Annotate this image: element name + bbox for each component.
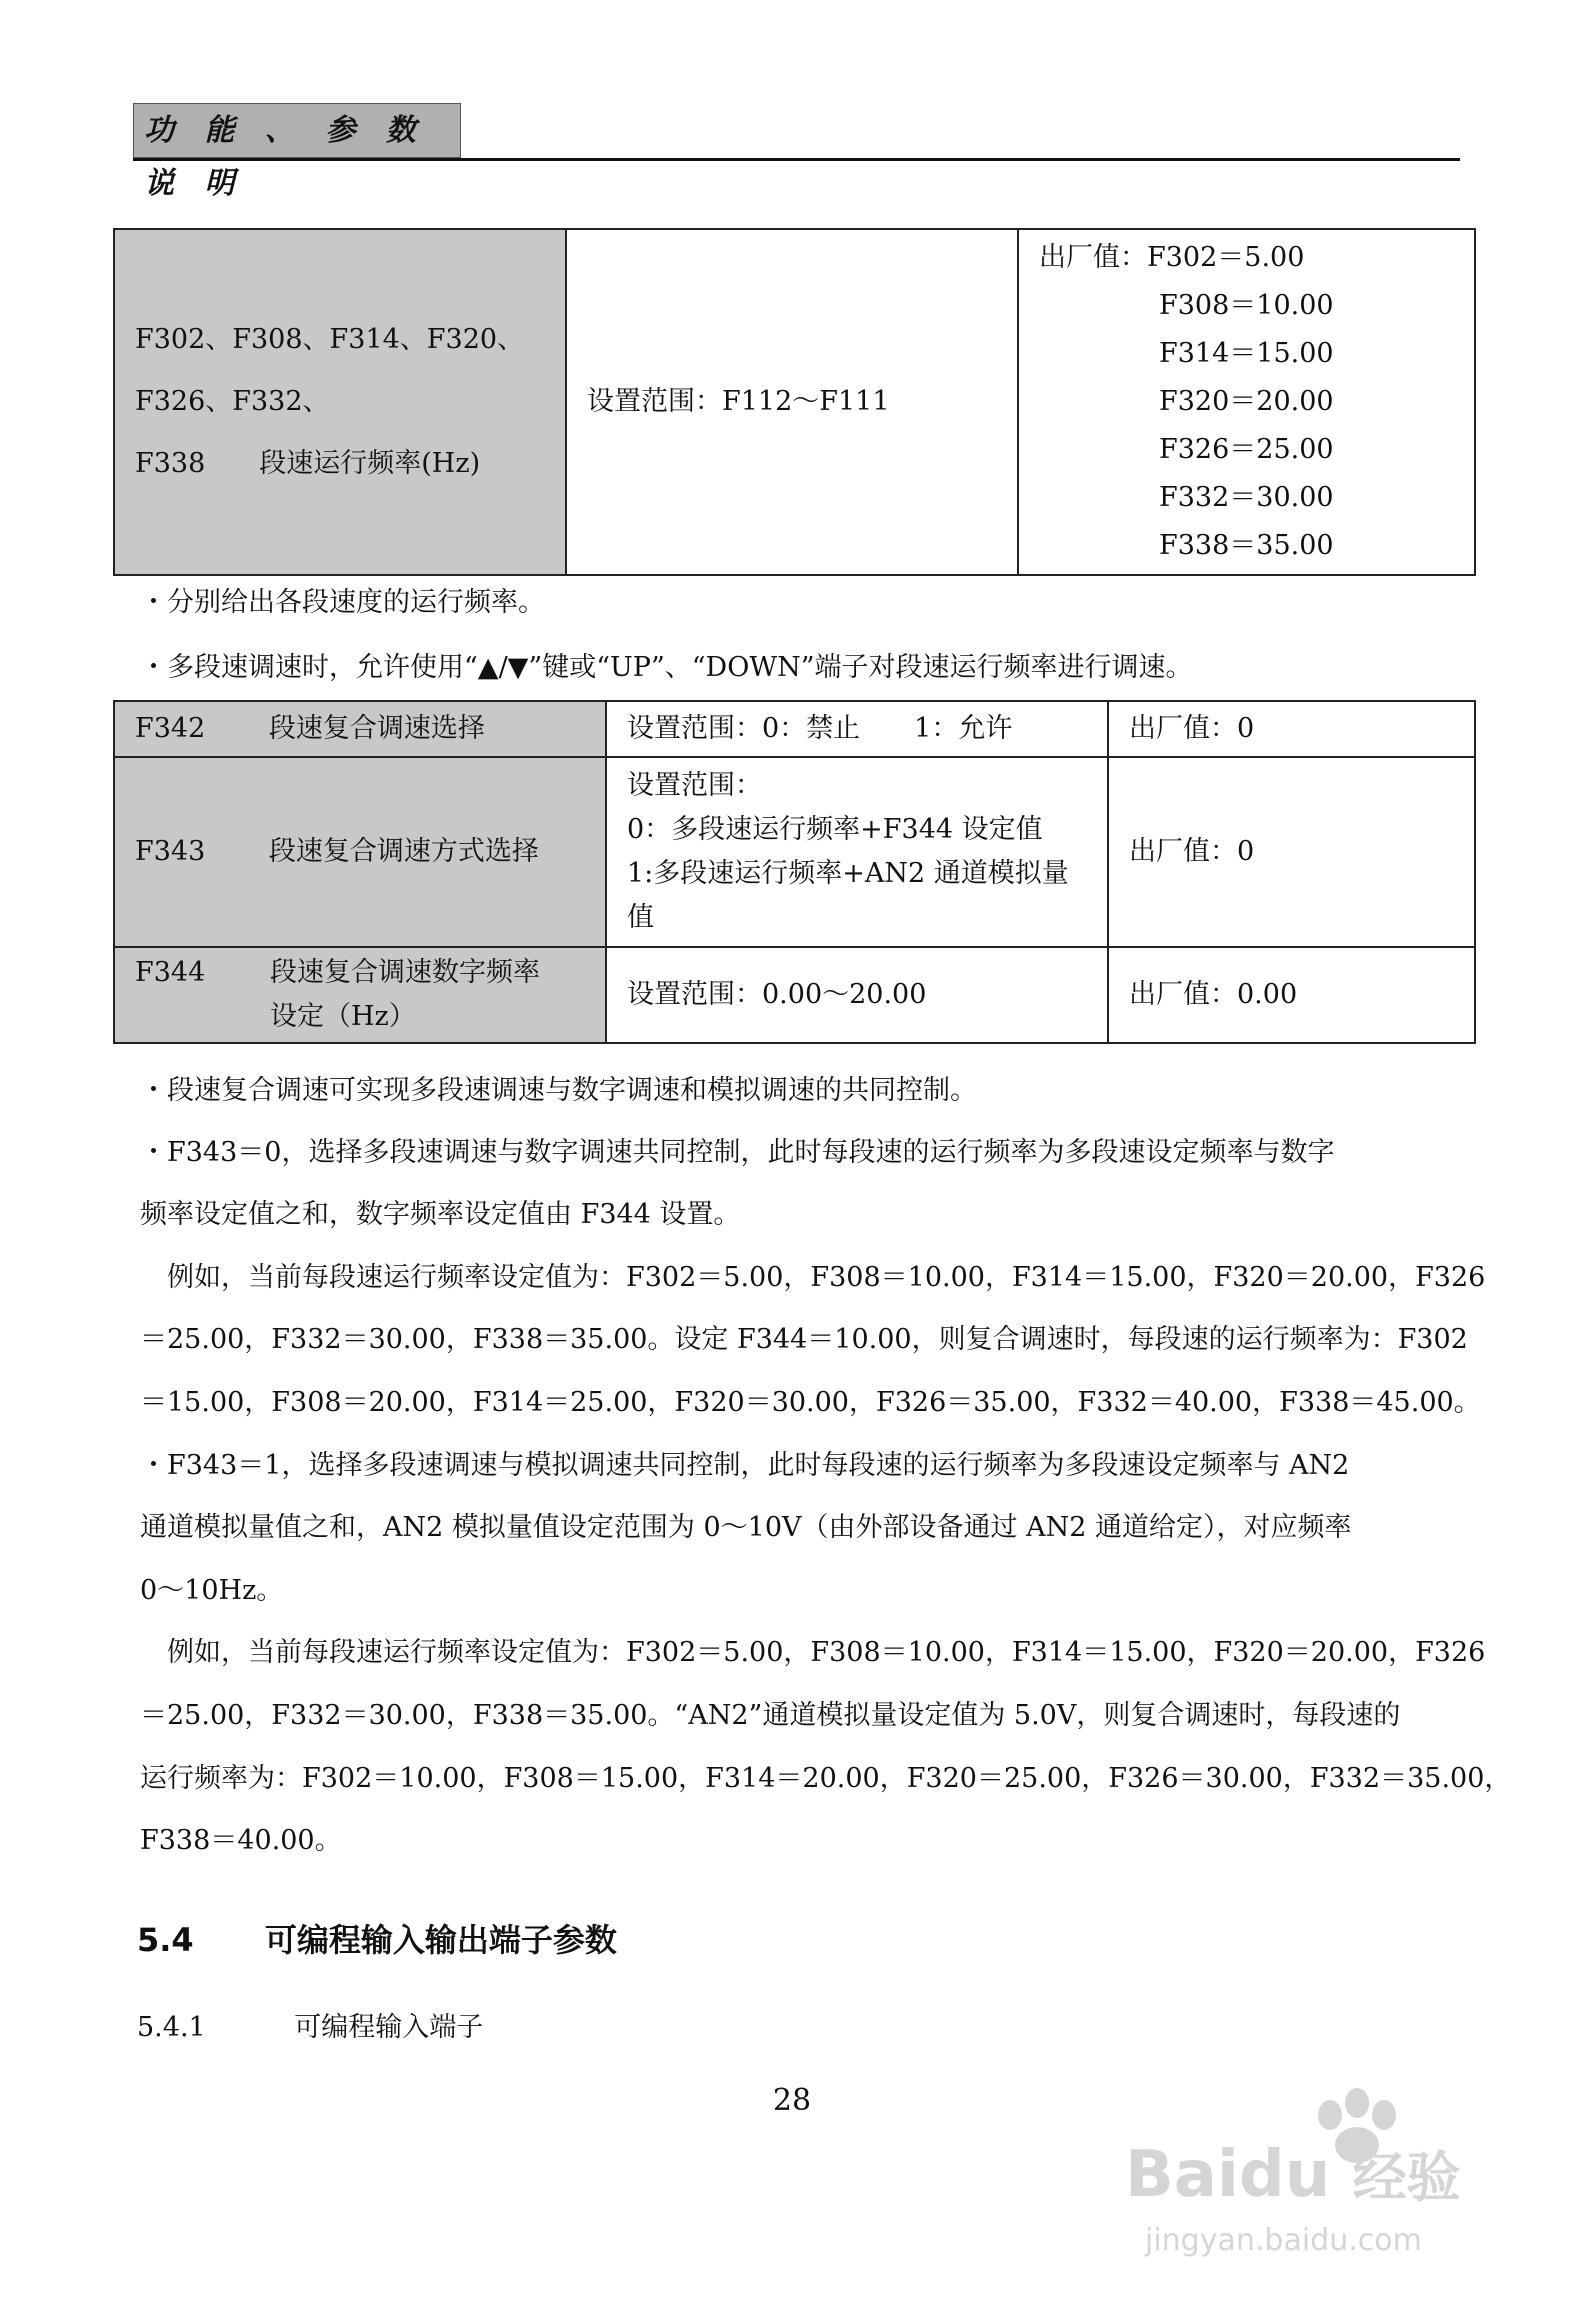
page-number: 28 — [772, 2083, 812, 2118]
param-code: F344 — [135, 957, 206, 988]
param-name: 段速复合调速方式选择 — [268, 836, 539, 867]
note-2: ・多段速调速时，允许使用“▲/▼”键或“UP”、“DOWN”端子对段速运行频率进行调速。 — [140, 652, 1193, 683]
subsection-number: 5.4.1 — [137, 2012, 206, 2043]
table-row — [114, 947, 1475, 1043]
range-cell — [606, 757, 1108, 947]
param-table-1 — [113, 228, 1476, 576]
param-name-line: 设定（Hz） — [270, 1001, 416, 1032]
param-table-2 — [113, 700, 1476, 1044]
section-number: 5.4 — [137, 1921, 194, 1959]
default-cell: 出厂值：0.00 — [1108, 947, 1475, 1043]
range-line: 值 — [627, 902, 654, 933]
range-cell: 设置范围：0：禁止 1：允许 — [606, 701, 1108, 757]
body-line: F338＝40.00。 — [140, 1825, 342, 1856]
section-heading — [137, 1915, 617, 1961]
body-line: ・F343＝0，选择多段速调速与数字调速共同控制，此时每段速的运行频率为多段速设定频率与数字 — [140, 1137, 1335, 1168]
table-row — [114, 757, 1475, 947]
default-cell — [1018, 229, 1475, 575]
param-code: F343 — [135, 836, 206, 867]
range-line: 设置范围： — [627, 770, 762, 801]
subsection-title: 可编程输入端子 — [294, 2012, 484, 2043]
default-line: F338＝35.00 — [1159, 530, 1334, 561]
param-codes: F302、F308、F314、F320、F326、F332、 — [135, 324, 525, 417]
body-line: 例如，当前每段速运行频率设定值为：F302＝5.00，F308＝10.00，F314＝15.00，F320＝20.00，F326 — [140, 1637, 1486, 1668]
param-cell — [114, 701, 606, 757]
default-line: F314＝15.00 — [1159, 338, 1334, 369]
body-line: 运行频率为：F302＝10.00，F308＝15.00，F314＝20.00，F320＝25.00，F326＝30.00，F332＝35.00， — [140, 1763, 1512, 1794]
range-line: 1:多段速运行频率+AN2 通道模拟量 — [627, 858, 1069, 889]
header-rule — [133, 158, 1460, 161]
param-name: 段速复合调速选择 — [268, 713, 485, 744]
default-line: F326＝25.00 — [1159, 434, 1334, 465]
watermark-url: jingyan.baidu.com — [1145, 2223, 1422, 2258]
default-cell: 出厂值：0 — [1108, 701, 1475, 757]
range-line: 0：多段速运行频率+F344 设定值 — [627, 814, 1043, 845]
param-cell — [114, 757, 606, 947]
subsection-heading — [137, 2010, 483, 2046]
body-line: ・F343＝1，选择多段速调速与模拟调速共同控制，此时每段速的运行频率为多段速设定频率与 AN2 — [140, 1450, 1350, 1481]
body-line: 例如，当前每段速运行频率设定值为：F302＝5.00，F308＝10.00，F314＝15.00，F320＝20.00，F326 — [140, 1262, 1486, 1293]
default-line: F332＝30.00 — [1159, 482, 1334, 513]
chapter-title: 功 能 、 参 数 说 明 — [133, 103, 461, 158]
baidu-jingyan-watermark — [1125, 2075, 1505, 2275]
param-code: F342 — [135, 713, 206, 744]
default-line: 出厂值：F302＝5.00 — [1039, 242, 1305, 273]
note-1: ・分别给出各段速度的运行频率。 — [140, 587, 545, 618]
watermark-brand: Baidu 经验 — [1125, 2138, 1461, 2212]
default-cell: 出厂值：0 — [1108, 757, 1475, 947]
body-line: ＝25.00，F332＝30.00，F338＝35.00。设定 F344＝10.00，则复合调速时，每段速的运行频率为：F302 — [140, 1324, 1468, 1355]
param-cell — [114, 229, 566, 575]
section-title: 可编程输入输出端子参数 — [264, 1921, 617, 1959]
range-cell: 设置范围：0.00～20.00 — [606, 947, 1108, 1043]
param-name-line: 段速复合调速数字频率 — [270, 957, 540, 988]
body-line: ＝25.00，F332＝30.00，F338＝35.00。“AN2”通道模拟量设定值为 5.0V，则复合调速时，每段速的 — [140, 1700, 1401, 1731]
default-line: F308＝10.00 — [1159, 290, 1334, 321]
body-line: 通道模拟量值之和，AN2 模拟量值设定范围为 0～10V（由外部设备通过 AN2 通道给定），对应频率 — [140, 1512, 1352, 1543]
default-line: F320＝20.00 — [1159, 386, 1334, 417]
table-row — [114, 701, 1475, 757]
body-line: 0～10Hz。 — [140, 1575, 284, 1606]
param-name: F338 段速运行频率(Hz) — [135, 448, 481, 479]
range-cell: 设置范围：F112～F111 — [566, 229, 1018, 575]
body-line: ・段速复合调速可实现多段速调速与数字调速和模拟调速的共同控制。 — [140, 1075, 977, 1106]
body-line: 频率设定值之和，数字频率设定值由 F344 设置。 — [140, 1199, 741, 1230]
param-cell — [114, 947, 606, 1043]
body-line: ＝15.00，F308＝20.00，F314＝25.00，F320＝30.00，F326＝35.00，F332＝40.00，F338＝45.00。 — [140, 1387, 1481, 1418]
